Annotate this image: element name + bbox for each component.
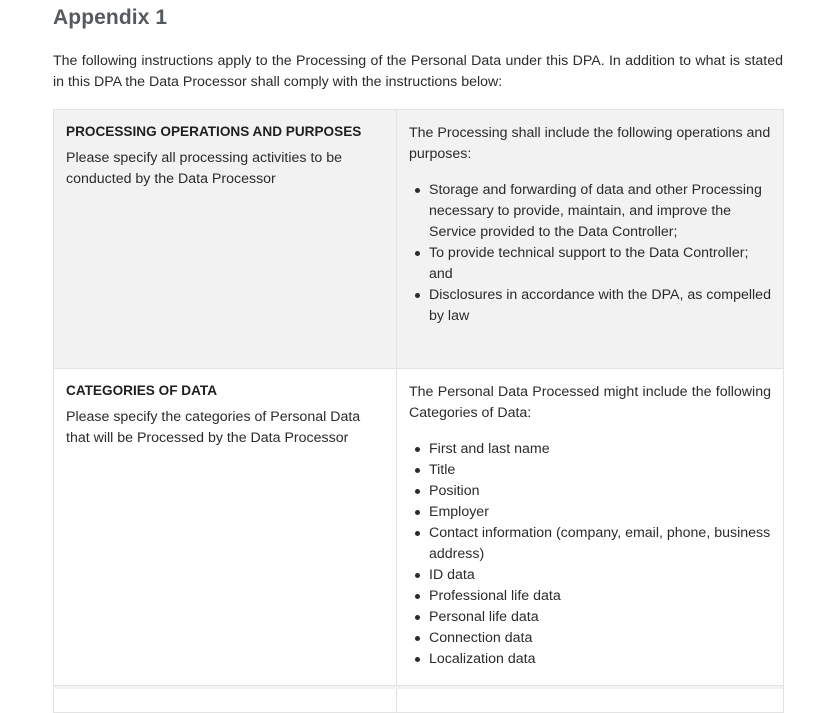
list-item bbox=[429, 243, 771, 285]
table-row-categories-of-data bbox=[54, 369, 784, 713]
section-description: Please specify all processing activities to be conducted by the Data Processor bbox=[66, 150, 343, 187]
list-item-text: Localization data bbox=[429, 651, 536, 667]
list-item bbox=[429, 628, 771, 649]
list-item-text: Professional life data bbox=[429, 588, 561, 604]
list-item bbox=[429, 460, 771, 481]
list-item bbox=[429, 439, 771, 460]
bullet-icon bbox=[415, 468, 420, 473]
table-cell-label bbox=[54, 369, 397, 713]
bullet-icon bbox=[415, 188, 420, 193]
list-item bbox=[429, 180, 771, 243]
operations-list bbox=[409, 180, 771, 327]
bullet-icon bbox=[415, 510, 420, 515]
bullet-icon bbox=[415, 573, 420, 578]
table-cell-content bbox=[397, 110, 784, 369]
list-item-text: ID data bbox=[429, 567, 475, 583]
list-item-text: Storage and forwarding of data and other Processing necessary to provide, maintain, and improve the Service provided to the Data Controller; bbox=[429, 182, 762, 240]
list-item-text: Employer bbox=[429, 504, 489, 520]
section-label: PROCESSING OPERATIONS AND PURPOSES bbox=[66, 124, 362, 139]
bullet-icon bbox=[415, 615, 420, 620]
table-cell-content bbox=[397, 369, 784, 713]
table-cell-label bbox=[54, 110, 397, 369]
list-item bbox=[429, 586, 771, 607]
bullet-icon bbox=[415, 531, 420, 536]
list-item-text: Disclosures in accordance with the DPA, as compelled by law bbox=[429, 287, 771, 324]
section-label: CATEGORIES OF DATA bbox=[66, 383, 218, 398]
section-description: Please specify the categories of Personal Data that will be Processed by the Data Processor bbox=[66, 409, 361, 446]
data-categories-list bbox=[409, 439, 771, 670]
bullet-icon bbox=[415, 594, 420, 599]
bullet-icon bbox=[415, 657, 420, 662]
list-item bbox=[429, 523, 771, 565]
list-item bbox=[429, 649, 771, 670]
list-item bbox=[429, 502, 771, 523]
list-item bbox=[429, 565, 771, 586]
list-item-text: Position bbox=[429, 483, 480, 499]
bullet-icon bbox=[415, 489, 420, 494]
table-row-processing-operations bbox=[54, 110, 784, 369]
intro-paragraph: The following instructions apply to the Processing of the Personal Data under this DPA. In addition to what is stated in this DPA the Data Processor shall comply with the instructions below: bbox=[53, 53, 783, 90]
list-item bbox=[429, 607, 771, 628]
section-intro: The Processing shall include the following operations and purposes: bbox=[409, 125, 771, 162]
bullet-icon bbox=[415, 447, 420, 452]
list-item-text: Connection data bbox=[429, 630, 533, 646]
list-item bbox=[429, 481, 771, 502]
list-item-text: First and last name bbox=[429, 441, 550, 457]
list-item-text: To provide technical support to the Data Controller; and bbox=[429, 245, 749, 282]
bullet-icon bbox=[415, 636, 420, 641]
dpa-instructions-table bbox=[53, 109, 784, 713]
section-intro: The Personal Data Processed might include the following Categories of Data: bbox=[409, 384, 771, 421]
list-item-text: Contact information (company, email, phone, business address) bbox=[429, 525, 771, 562]
list-item bbox=[429, 285, 771, 327]
bullet-icon bbox=[415, 293, 420, 298]
bullet-icon bbox=[415, 251, 420, 256]
list-item-text: Personal life data bbox=[429, 609, 539, 625]
list-item-text: Title bbox=[429, 462, 456, 478]
next-row-edge bbox=[53, 685, 783, 689]
page-title: Appendix 1 bbox=[53, 6, 168, 29]
